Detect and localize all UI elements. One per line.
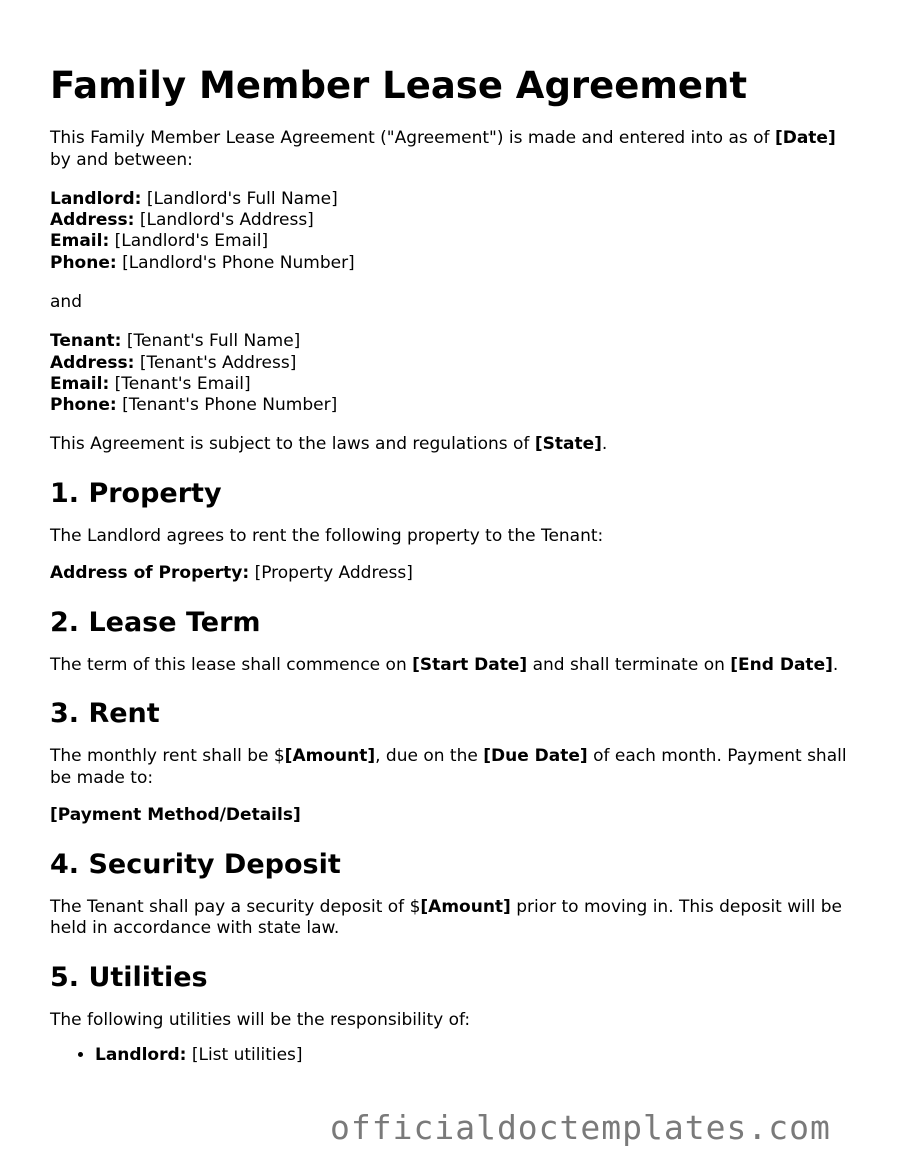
property-paragraph: The Landlord agrees to rent the following property to the Tenant:: [50, 525, 604, 546]
and-text: and: [50, 291, 82, 312]
landlord-block: [50, 189, 860, 274]
section-heading-utilities: 5. Utilities: [50, 961, 208, 993]
deposit-amount-placeholder: [Amount]: [420, 896, 511, 917]
governing-law-paragraph: This Agreement is subject to the laws and regulations of [State].: [50, 434, 608, 455]
landlord-email-line: Email: [Landlord's Email]: [50, 231, 269, 252]
section-heading-lease-term: 2. Lease Term: [50, 606, 261, 638]
tenant-name-line: Tenant: [Tenant's Full Name]: [50, 331, 301, 352]
section-heading-property: 1. Property: [50, 477, 222, 509]
document-title: Family Member Lease Agreement: [50, 64, 748, 107]
tenant-phone-line: Phone: [Tenant's Phone Number]: [50, 394, 338, 415]
state-placeholder: [State]: [534, 434, 602, 455]
payment-method-line: [Payment Method/Details]: [50, 805, 301, 826]
list-item: • Landlord: [List utilities]: [95, 1045, 860, 1067]
watermark: officialdoctemplates.com: [330, 1108, 831, 1147]
section-heading-rent: 3. Rent: [50, 698, 160, 730]
end-date-placeholder: [End Date]: [730, 654, 833, 675]
landlord-name-line: Landlord: [Landlord's Full Name]: [50, 189, 338, 209]
section-heading-security-deposit: 4. Security Deposit: [50, 848, 341, 880]
landlord-phone-line: Phone: [Landlord's Phone Number]: [50, 252, 355, 273]
utilities-paragraph: The following utilities will be the responsibility of:: [50, 1009, 471, 1030]
rent-amount-placeholder: [Amount]: [284, 746, 376, 767]
start-date-placeholder: [Start Date]: [412, 654, 528, 675]
intro-paragraph: This Family Member Lease Agreement ("Agreement") is made and entered into as of [Date] by and between:: [50, 128, 836, 170]
utilities-list: [50, 1045, 860, 1067]
landlord-address-line: Address: [Landlord's Address]: [50, 210, 314, 231]
date-placeholder: [Date]: [774, 128, 836, 148]
due-date-placeholder: [Due Date]: [483, 746, 588, 767]
tenant-email-line: Email: [Tenant's Email]: [50, 373, 251, 394]
rent-paragraph: The monthly rent shall be $[Amount], due on the [Due Date] of each month. Payment shall be made to:: [50, 746, 847, 788]
security-deposit-paragraph: The Tenant shall pay a security deposit of $[Amount] prior to moving in. This deposit will be held in accordance with state law.: [50, 896, 842, 939]
property-address-line: Address of Property: [Property Address]: [50, 563, 413, 584]
tenant-block: [50, 331, 860, 416]
document-page: [50, 0, 860, 1067]
lease-term-paragraph: The term of this lease shall commence on [Start Date] and shall terminate on [End Date].: [50, 654, 839, 675]
tenant-address-line: Address: [Tenant's Address]: [50, 352, 297, 373]
